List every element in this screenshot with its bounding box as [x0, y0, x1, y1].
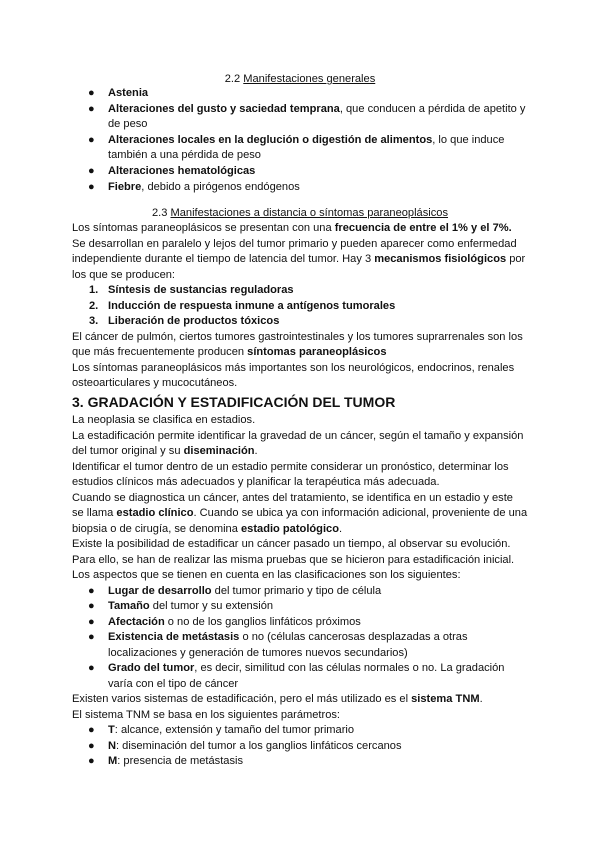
list-item: Alteraciones locales en la deglución o digestión de alimentos, lo que induce [108, 134, 505, 146]
paragraph-line: Se desarrollan en paralelo y lejos del tumor primario y pueden aparecer como enfermedad [72, 238, 517, 250]
paragraph-line: los que se producen: [72, 269, 175, 281]
list-item: Fiebre, debido a pirógenos endógenos [108, 181, 300, 193]
paragraph-line: se llama estadio clínico. Cuando se ubica ya con información adicional, proveniente de una [72, 507, 528, 519]
section-2-3-heading [0, 206, 600, 222]
paragraph-line: Para ello, se han de realizar las misma pruebas que se hicieron para estadificación inicial. [72, 554, 515, 566]
paragraph-line: Los síntomas paraneoplásicos se presentan con una frecuencia de entre el 1% y el 7%. [72, 222, 512, 234]
paragraph-line: biopsia o de cirugía, se denomina estadio patológico. [72, 523, 343, 535]
bullet-icon: ● [88, 134, 95, 146]
paragraph-line: Los síntomas paraneoplásicos más importantes son los neurológicos, endocrinos, renales [72, 362, 515, 374]
list-item: T: alcance, extensión y tamaño del tumor primario [108, 724, 355, 736]
paragraph-line: El cáncer de pulmón, ciertos tumores gastrointestinales y los tumores suprarrenales son los [72, 331, 523, 343]
list-item: Lugar de desarrollo del tumor primario y tipo de célula [108, 585, 382, 597]
list-number: 3. [89, 315, 99, 327]
list-item-continuation: de peso [108, 118, 148, 130]
paragraph-line: Identificar el tumor dentro de un estadio permite considerar un pronóstico, determinar los [72, 461, 509, 473]
bullet-icon: ● [88, 165, 95, 177]
list-item: Afectación o no de los ganglios linfáticos próximos [108, 616, 361, 628]
bullet-icon: ● [88, 585, 95, 597]
section-title: Manifestaciones a distancia o síntomas paraneoplásicos [170, 207, 449, 219]
paragraph-line: estudios clínicos más adecuados y planificar la terapéutica más adecuada. [72, 476, 440, 488]
bullet-icon: ● [88, 662, 95, 674]
bullet-icon: ● [88, 724, 95, 736]
list-item: Alteraciones hematológicas [108, 165, 256, 177]
numbered-item: Inducción de respuesta inmune a antígenos tumorales [108, 300, 396, 312]
bullet-icon: ● [88, 600, 95, 612]
paragraph-line: Cuando se diagnostica un cáncer, antes del tratamiento, se identifica en un estadio y este [72, 492, 513, 504]
section-number: 2.3 [151, 207, 168, 219]
bullet-icon: ● [88, 740, 95, 752]
bullet-icon: ● [88, 181, 95, 193]
paragraph-line: osteoarticulares y mucocutáneos. [72, 377, 238, 389]
list-item-continuation: varía con el tipo de cáncer [108, 678, 239, 690]
paragraph-line: Los aspectos que se tienen en cuenta en las clasificaciones son los siguientes: [72, 569, 461, 581]
list-item: Alteraciones del gusto y saciedad temprana, que conducen a pérdida de apetito y [108, 103, 526, 115]
section-number: 2.2 [224, 73, 241, 85]
list-item: Astenia [108, 87, 149, 99]
list-item-continuation: también a una pérdida de peso [108, 149, 261, 161]
paragraph-line: independiente durante el tiempo de latencia del tumor. Hay 3 mecanismos fisiológicos por [72, 253, 526, 265]
list-item: Existencia de metástasis o no (células cancerosas desplazadas a otras [108, 631, 468, 643]
numbered-item: Liberación de productos tóxicos [108, 315, 280, 327]
paragraph-line: del tumor original y su diseminación. [72, 445, 258, 457]
bullet-icon: ● [88, 616, 95, 628]
bullet-icon: ● [88, 87, 95, 99]
section-3-heading: 3. GRADACIÓN Y ESTADIFICACIÓN DEL TUMOR [72, 394, 396, 410]
list-item: M: presencia de metástasis [108, 755, 244, 767]
list-number: 2. [89, 300, 99, 312]
list-number: 1. [89, 284, 99, 296]
paragraph-line: La neoplasia se clasifica en estadios. [72, 414, 256, 426]
paragraph-line: El sistema TNM se basa en los siguientes parámetros: [72, 709, 341, 721]
list-item: N: diseminación del tumor a los ganglios linfáticos cercanos [108, 740, 402, 752]
paragraph-line: que más frecuentemente producen síntomas paraneoplásicos [72, 346, 387, 358]
list-item: Grado del tumor, es decir, similitud con las células normales o no. La gradación [108, 662, 505, 674]
list-item-continuation: localizaciones y generación de tumores nuevos secundarios) [108, 647, 408, 659]
paragraph-line: Existen varios sistemas de estadificación, pero el más utilizado es el sistema TNM. [72, 693, 483, 705]
paragraph-line: Existe la posibilidad de estadificar un cáncer pasado un tiempo, al observar su evolución. [72, 538, 511, 550]
paragraph-line: La estadificación permite identificar la gravedad de un cáncer, según el tamaño y expansión [72, 430, 524, 442]
numbered-item: Síntesis de sustancias reguladoras [108, 284, 294, 296]
bullet-icon: ● [88, 631, 95, 643]
section-title: Manifestaciones generales [243, 73, 376, 85]
bullet-icon: ● [88, 103, 95, 115]
list-item: Tamaño del tumor y su extensión [108, 600, 274, 612]
bullet-icon: ● [88, 755, 95, 767]
